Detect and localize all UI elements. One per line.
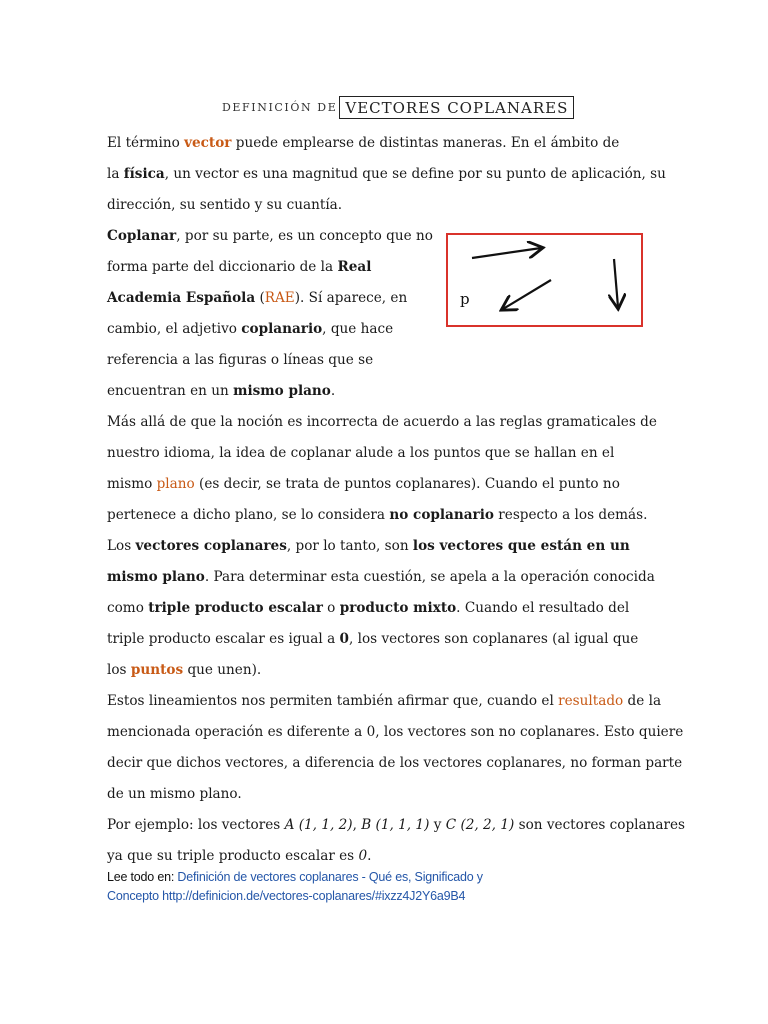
vector-a: A (1, 1, 2): [284, 817, 353, 833]
text-line: forma parte del diccionario de la Real: [107, 259, 372, 275]
source-footer: [107, 868, 483, 906]
vector-arrow-1: [472, 248, 541, 258]
zero-value: 0: [358, 848, 368, 864]
bold-term: los vectores que están en un: [412, 538, 630, 554]
bold-term: coplanario: [241, 321, 323, 337]
footer-lead: Lee todo en:: [107, 870, 178, 884]
vector-arrow-3: [614, 259, 618, 307]
bold-term: Coplanar: [107, 228, 177, 244]
highlight-term: vector: [184, 135, 232, 151]
bold-term: mismo plano: [233, 383, 331, 399]
paragraph-3: [107, 407, 657, 531]
highlight-link[interactable]: plano: [156, 476, 195, 492]
text-line: Coplanar, por su parte, es un concepto que no: [107, 228, 433, 244]
text-line: Más allá de que la noción es incorrecta de acuerdo a las reglas gramaticales de: [107, 414, 657, 430]
text-line: Por ejemplo: los vectores A (1, 1, 2), B (1, 1, 1) y C (2, 2, 1) son vectores coplanares: [107, 817, 685, 833]
text-line: Estos lineamientos nos permiten también afirmar que, cuando el resultado de la: [107, 693, 662, 709]
vector-arrow-2: [503, 280, 551, 309]
vector-c: C (2, 2, 1): [445, 817, 515, 833]
bold-term: Real: [337, 259, 372, 275]
text-line: decir que dichos vectores, a diferencia de los vectores coplanares, no forman parte: [107, 755, 683, 771]
header-prefix: DEFINICIÓN DE: [222, 100, 338, 114]
text-line: ya que su triple producto escalar es 0.: [107, 848, 372, 864]
page-header: [222, 94, 574, 120]
bold-term: no coplanario: [389, 507, 494, 523]
text-line: mismo plano. Para determinar esta cuestión, se apela a la operación conocida: [107, 569, 655, 585]
text-line: la física, un vector es una magnitud que se define por su punto de aplicación, su: [107, 166, 666, 182]
figure-label-p: p: [460, 290, 470, 308]
source-url-link[interactable]: Concepto http://definicion.de/vectores-coplanares/#ixzz4J2Y6a9B4: [107, 889, 466, 903]
text-line: mismo plano (es decir, se trata de puntos coplanares). Cuando el punto no: [107, 476, 620, 492]
text-line: El término vector puede emplearse de distintas maneras. En el ámbito de: [107, 135, 620, 151]
paragraph-5: [107, 686, 683, 810]
text-line: como triple producto escalar o producto mixto. Cuando el resultado del: [107, 600, 630, 616]
bold-term: física: [123, 166, 165, 182]
paragraph-2: [107, 221, 433, 407]
page-title: VECTORES COPLANARES: [339, 96, 574, 119]
text-line: mencionada operación es diferente a 0, los vectores son no coplanares. Esto quiere: [107, 724, 684, 740]
paragraph-4: [107, 531, 655, 686]
highlight-link[interactable]: RAE: [264, 290, 295, 306]
bold-term: triple producto escalar: [148, 600, 323, 616]
text-line: nuestro idioma, la idea de coplanar alude a los puntos que se hallan en el: [107, 445, 615, 461]
highlight-link[interactable]: resultado: [558, 693, 624, 709]
text-line: cambio, el adjetivo coplanario, que hace: [107, 321, 394, 337]
bold-term: mismo plano: [107, 569, 205, 585]
text-line: triple producto escalar es igual a 0, los vectores son coplanares (al igual que: [107, 631, 639, 647]
source-link[interactable]: Definición de vectores coplanares - Qué es, Significado y: [177, 870, 483, 884]
paragraph-6: [107, 810, 685, 872]
bold-term: 0: [339, 631, 349, 647]
coplanar-vectors-figure: [446, 233, 643, 327]
text-line: los puntos que unen).: [107, 662, 262, 678]
paragraph-1: [107, 128, 666, 221]
text-line: encuentran en un mismo plano.: [107, 383, 336, 399]
highlight-link[interactable]: puntos: [130, 662, 184, 678]
text-line: Academia Española (RAE). Sí aparece, en: [107, 290, 408, 306]
vectors-diagram: [448, 235, 641, 325]
bold-term: producto mixto: [339, 600, 457, 616]
text-line: Los vectores coplanares, por lo tanto, son los vectores que están en un: [107, 538, 630, 554]
bold-term: vectores coplanares: [135, 538, 287, 554]
bold-term: Academia Española: [107, 290, 256, 306]
text-line: de un mismo plano.: [107, 786, 242, 802]
text-line: referencia a las figuras o líneas que se: [107, 352, 374, 368]
vector-b: B (1, 1, 1): [361, 817, 430, 833]
text-line: pertenece a dicho plano, se lo considera no coplanario respecto a los demás.: [107, 507, 648, 523]
text-line: dirección, su sentido y su cuantía.: [107, 197, 343, 213]
